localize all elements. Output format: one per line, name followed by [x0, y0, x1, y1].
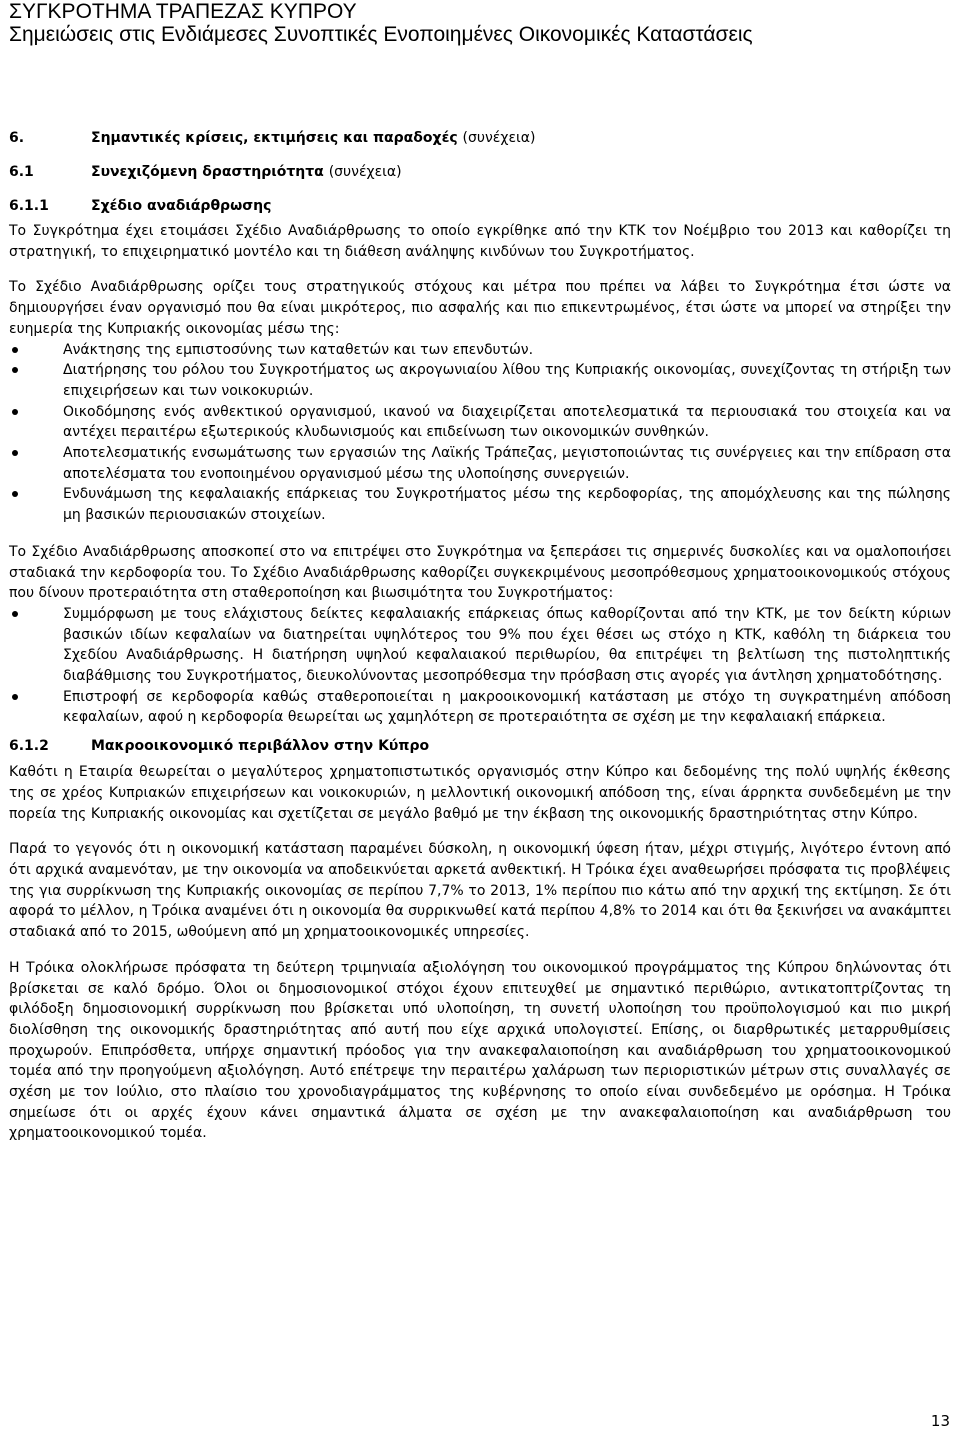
header-company: ΣΥΓΚΡΟΤΗΜΑ ΤΡΑΠΕΖΑΣ ΚΥΠΡΟΥ [9, 0, 357, 23]
list-item: Οικοδόμησης ενός ανθεκτικού οργανισμού, ικανού να διαχειρίζεται αποτελεσματικά τα περιουσιακά του στοιχεία και να αντέχει περαιτέρω εξωτερικούς κλυδωνισμούς και επιδείνωση των οικονομικών συνθηκών. [9, 402, 951, 443]
section-number: 6.1 [9, 164, 34, 180]
list-item: Ανάκτησης της εμπιστοσύνης των καταθετών και των επενδυτών. [9, 340, 951, 361]
objectives-list [9, 340, 951, 526]
section-title [91, 128, 535, 150]
page-header [9, 0, 753, 46]
paragraph-troika-review: Η Τρόικα ολοκλήρωσε πρόσφατα τη δεύτερη τριμηνιαία αξιολόγηση του οικονομικού προγράμματος της Κύπρου δηλώνοντας ότι βρίσκεται σε καλό δρόμο. Όλοι οι δημοσιονομικοί στόχοι έχουν επιτευχθεί με σημαντικό περιθώριο, αντικατοπτρίζοντας τη φιλόδοξη δημοσιονομική συρρίκνωση που βρίσκεται υπό υλοποίηση, τη συνετή υλοποίηση του προϋπολογισμού και πιο μικρή διολίσθηση της οικονομικής δραστηριότητας από αυτή που είχε αρχικά υπολογιστεί. Επίσης, οι διαρθρωτικές μεταρρυθμίσεις προχωρούν. Επιπρόσθετα, υπήρχε σημαντική πρόοδος για την ανακεφαλαιοποίηση και αναδιάρθρωση του χρηματοοικονομικού τομέα από την προηγούμενη αξιολόγηση. Αυτό επέτρεψε την περαιτέρω χαλάρωση των περιοριστικών μέτρων στις συναλλαγές σε σχέση με τον Ιούλιο, στο πλαίσιο του χρονοδιαγράμματος της κυβέρνησης το οποίο είναι συνδεδεμένο με ορόσημα. Η Τρόικα σημείωσε ότι οι αρχές έχουν κάνει σημαντικά άλματα σε σχέση με την ανακεφαλαιοποίηση και αναδιάρθρωση του χρηματοοικονομικού τομέα. [9, 959, 951, 1142]
section-title-text: Σημαντικές κρίσεις, εκτιμήσεις και παραδοχές [91, 130, 458, 146]
paragraph-restructuring-plan: Το Συγκρότημα έχει ετοιμάσει Σχέδιο Αναδιάρθρωσης το οποίο εγκρίθηκε από την ΚΤΚ τον Νοέμβριο του 2013 και καθορίζει τη στρατηγική, το επιχειρηματικό μοντέλο και τη διάθεση ανάληψης κινδύνων του Συγκροτήματος. [9, 223, 951, 260]
targets-list [9, 604, 951, 728]
paragraph-macro-dependence: Καθότι η Εταιρία θεωρείται ο μεγαλύτερος χρηματοπιστωτικός οργανισμός στην Κύπρο και δεδομένης της πολύ υψηλής έκθεσης της σε χρέος Κυπριακών επιχειρήσεων και νοικοκυριών, η μελλοντική οικονομική απόδοση της, είναι άρρηκτα συνδεδεμένη με την πορεία της Κυπριακής οικονομίας και σχετίζεται σε μεγάλο βαθμό με την έκβαση της οικονομικής δραστηριότητας στην Κύπρο. [9, 764, 951, 822]
header-subtitle: Σημειώσεις στις Ενδιάμεσες Συνοπτικές Ενοποιημένες Οικονομικές Καταστάσεις [9, 23, 753, 46]
section-number: 6.1.1 [9, 198, 49, 214]
section-title: Μακροοικονομικό περιβάλλον στην Κύπρο [91, 738, 430, 755]
section-title [91, 162, 402, 184]
list-item: Επιστροφή σε κερδοφορία καθώς σταθεροποιείται η μακροοικονομική κατάσταση με στόχο τη συγκρατημένη απόδοση κεφαλαίων, αφού η κερδοφορία θεωρείται ως χαμηλότερη σε προτεραιότητα σε σχέση με την κεφαλαιακή επάρκεια. [9, 687, 951, 728]
list-item: Ενδυνάμωση της κεφαλαιακής επάρκειας του Συγκροτήματος μέσω της κερδοφορίας, της απομόχλευσης και της πώλησης μη βασικών περιουσιακών στοιχείων. [9, 484, 951, 525]
paragraph-economic-outlook: Παρά το γεγονός ότι η οικονομική κατάσταση παραμένει δύσκολη, η οικονομική ύφεση ήταν, μέχρι στιγμής, λιγότερο έντονη από ότι αρχικά αναμενόταν, με την οικονομία να αποδεικνύεται αρκετά ανθεκτική. Η Τρόικα έχει αναθεωρήσει πρόσφατα τις προβλέψεις της για συρρίκνωση της Κυπριακής οικονομίας σε περίπου 7,7% το 2013, 1% περίπου πιο κάτω από την αρχική της εκτίμηση. Σε ότι αφορά το μέλλον, η Τρόικα αναμένει ότι η οικονομία θα συρρικνωθεί κατά περίπου 4,8% το 2014 και ότι θα ξεκινήσει να ανακάμπτει σταδιακά από το 2015, ωθούμενη από μη χρηματοοικονομικές υπηρεσίες. [9, 841, 951, 941]
section-continued: (συνέχεια) [328, 164, 402, 180]
section-title-text: Συνεχιζόμενη δραστηριότητα [91, 164, 324, 180]
section-number: 6.1.2 [9, 738, 49, 755]
section-continued: (συνέχεια) [462, 130, 536, 146]
list-item: Συμμόρφωση με τους ελάχιστους δείκτες κεφαλαιακής επάρκειας όπως καθορίζονται από την ΚΤΚ, με τον δείκτη κύριων βασικών ιδίων κεφαλαίων να διατηρείται υψηλότερος του 9% που έχει θέσει ως στόχο η ΚΤΚ, καθόλη τη διάρκεια του Σχεδίου Αναδιάρθρωσης. Η διατήρηση υψηλού κεφαλαιακού περιθωρίου, θα επιτρέψει τη βελτίωση της πιστοληπτικής διαβάθμισης του Συγκροτήματος, διευκολύνοντας μεσοπρόθεσμα την πρόσβαση στις αγορές για άντληση χρηματοδότησης. [9, 604, 951, 687]
section-6-1-heading [9, 162, 951, 184]
list-item: Διατήρησης του ρόλου του Συγκροτήματος ως ακρογωνιαίου λίθου της Κυπριακής οικονομίας, συνεχίζοντας τη στήριξη των επιχειρήσεων και των νοικοκυριών. [9, 360, 951, 401]
section-6-heading [9, 128, 951, 150]
section-6-1-1-heading [9, 196, 951, 218]
list-item: Αποτελεσματικής ενσωμάτωσης των εργασιών της Λαϊκής Τράπεζας, μεγιστοποιώντας τις συνέργειες και την επίδραση στα αποτελέσματα του ενοποιημένου οργανισμού μέσω της υλοποίησης συνεργειών. [9, 443, 951, 484]
page-number: 13 [930, 1412, 950, 1430]
paragraph-financial-targets: Το Σχέδιο Αναδιάρθρωσης αποσκοπεί στο να επιτρέψει στο Συγκρότημα να ξεπεράσει τις σημερινές δυσκολίες και να ομαλοποιήσει σταδιακά την κερδοφορία του. Το Σχέδιο Αναδιάρθρωσης καθορίζει συγκεκριμένους μεσοπρόθεσμους χρηματοοικονομικούς στόχους που δίνουν προτεραιότητα στη σταθεροποίηση και βιωσιμότητα του Συγκροτήματος: [9, 543, 951, 602]
paragraph-plan-objectives: Το Σχέδιο Αναδιάρθρωσης ορίζει τους στρατηγικούς στόχους και μέτρα που πρέπει να λάβει το Συγκρότημα έτσι ώστε να δημιουργήσει έναν οργανισμό που θα είναι μικρότερος, πιο ασφαλής και πιο επικεντρωμένος, έτσι ώστε να μπορεί να στηρίξει την ευημερία της Κυπριακής οικονομίας μέσω της: [9, 279, 951, 337]
section-number: 6. [9, 130, 25, 146]
section-6-1-2-heading [9, 736, 951, 758]
document-body [9, 128, 951, 1144]
section-title: Σχέδιο αναδιάρθρωσης [91, 198, 272, 214]
